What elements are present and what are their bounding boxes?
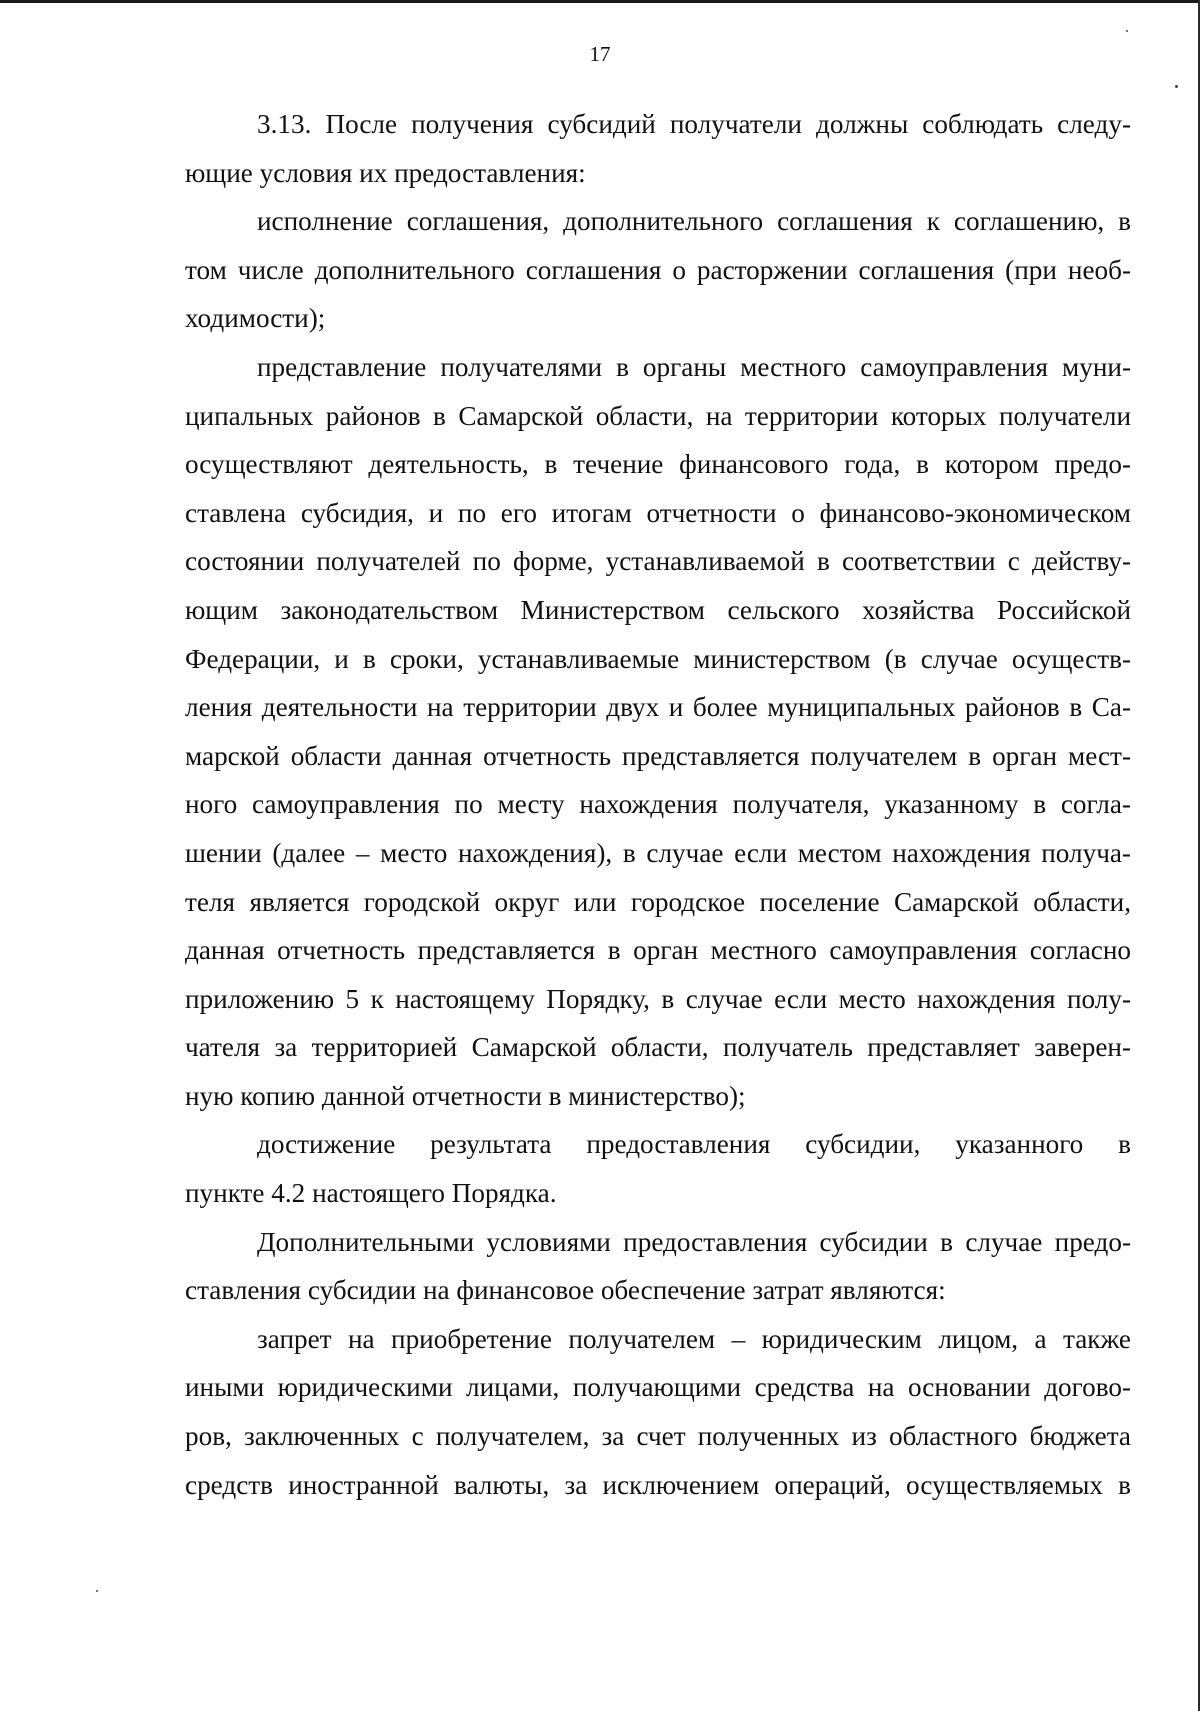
text-line: исполнение соглашения, дополнительного соглашения к соглашению, в [257,206,1131,237]
text-line: Федерации, и в сроки, устанавливаемые министерством (в случае осуществ- [185,643,1131,674]
text-line: шении (далее – место нахождения), в случае если местом нахождения получа- [185,837,1131,868]
text-line: пункте 4.2 настоящего Порядка. [185,1178,557,1209]
text-line: ющие условия их предоставления: [185,157,586,188]
text-line: данная отчетность представляется в орган местного самоуправления согласно [185,935,1131,966]
text-line: осуществляют деятельность, в течение финансового года, в котором предо- [185,449,1131,480]
text-line: ставления субсидии на финансовое обеспечение затрат являются: [185,1275,946,1306]
text-line: Дополнительными условиями предоставления субсидии в случае предо- [257,1226,1131,1257]
scan-speck [96,1590,98,1592]
text-line: приложению 5 к настоящему Порядку, в случае если место нахождения полу- [185,983,1131,1014]
page-number: 17 [589,42,611,66]
document-body [185,100,1131,1509]
text-line: ципальных районов в Самарской области, на территории которых получатели [185,400,1131,431]
text-line: ющим законодательством Министерством сельского хозяйства Российской [185,594,1131,625]
text-line: чателя за территорией Самарской области, получатель представляет заверен- [185,1032,1131,1063]
text-line: средств иностранной валюты, за исключением операций, осуществляемых в [185,1469,1131,1500]
text-line: марской области данная отчетность представляется получателем в орган мест- [185,740,1131,771]
text-line: 3.13. После получения субсидий получатели должны соблюдать следу- [257,109,1131,139]
text-line: ходимости); [185,303,326,334]
text-line: запрет на приобретение получателем – юридическим лицом, а также [257,1323,1131,1354]
text-line: ров, заключенных с получателем, за счет полученных из областного бюджета [185,1421,1131,1452]
text-line: том числе дополнительного соглашения о расторжении соглашения (при необ- [185,254,1131,285]
text-line: теля является городской округ или городское поселение Самарской области, [185,886,1131,917]
text-line: ную копию данной отчетности в министерство); [185,1080,746,1111]
text-line: представление получателями в органы местного самоуправления муни- [257,351,1131,382]
scan-border-top [0,0,1200,3]
text-line: ного самоуправления по месту нахождения получателя, указанному в согла- [185,789,1131,820]
text-line: иными юридическими лицами, получающими средства на основании догово- [185,1372,1131,1403]
text-line: достижение результата предоставления субсидии, указанного в [257,1129,1131,1160]
scan-speck [1175,85,1178,88]
scan-speck [1126,30,1128,32]
text-line: ставлена субсидия, и по его итогам отчетности о финансово-экономическом [185,497,1131,528]
text-line: состоянии получателей по форме, устанавливаемой в соответствии с действу- [185,546,1131,577]
text-line: ления деятельности на территории двух и более муниципальных районов в Са- [185,692,1131,723]
